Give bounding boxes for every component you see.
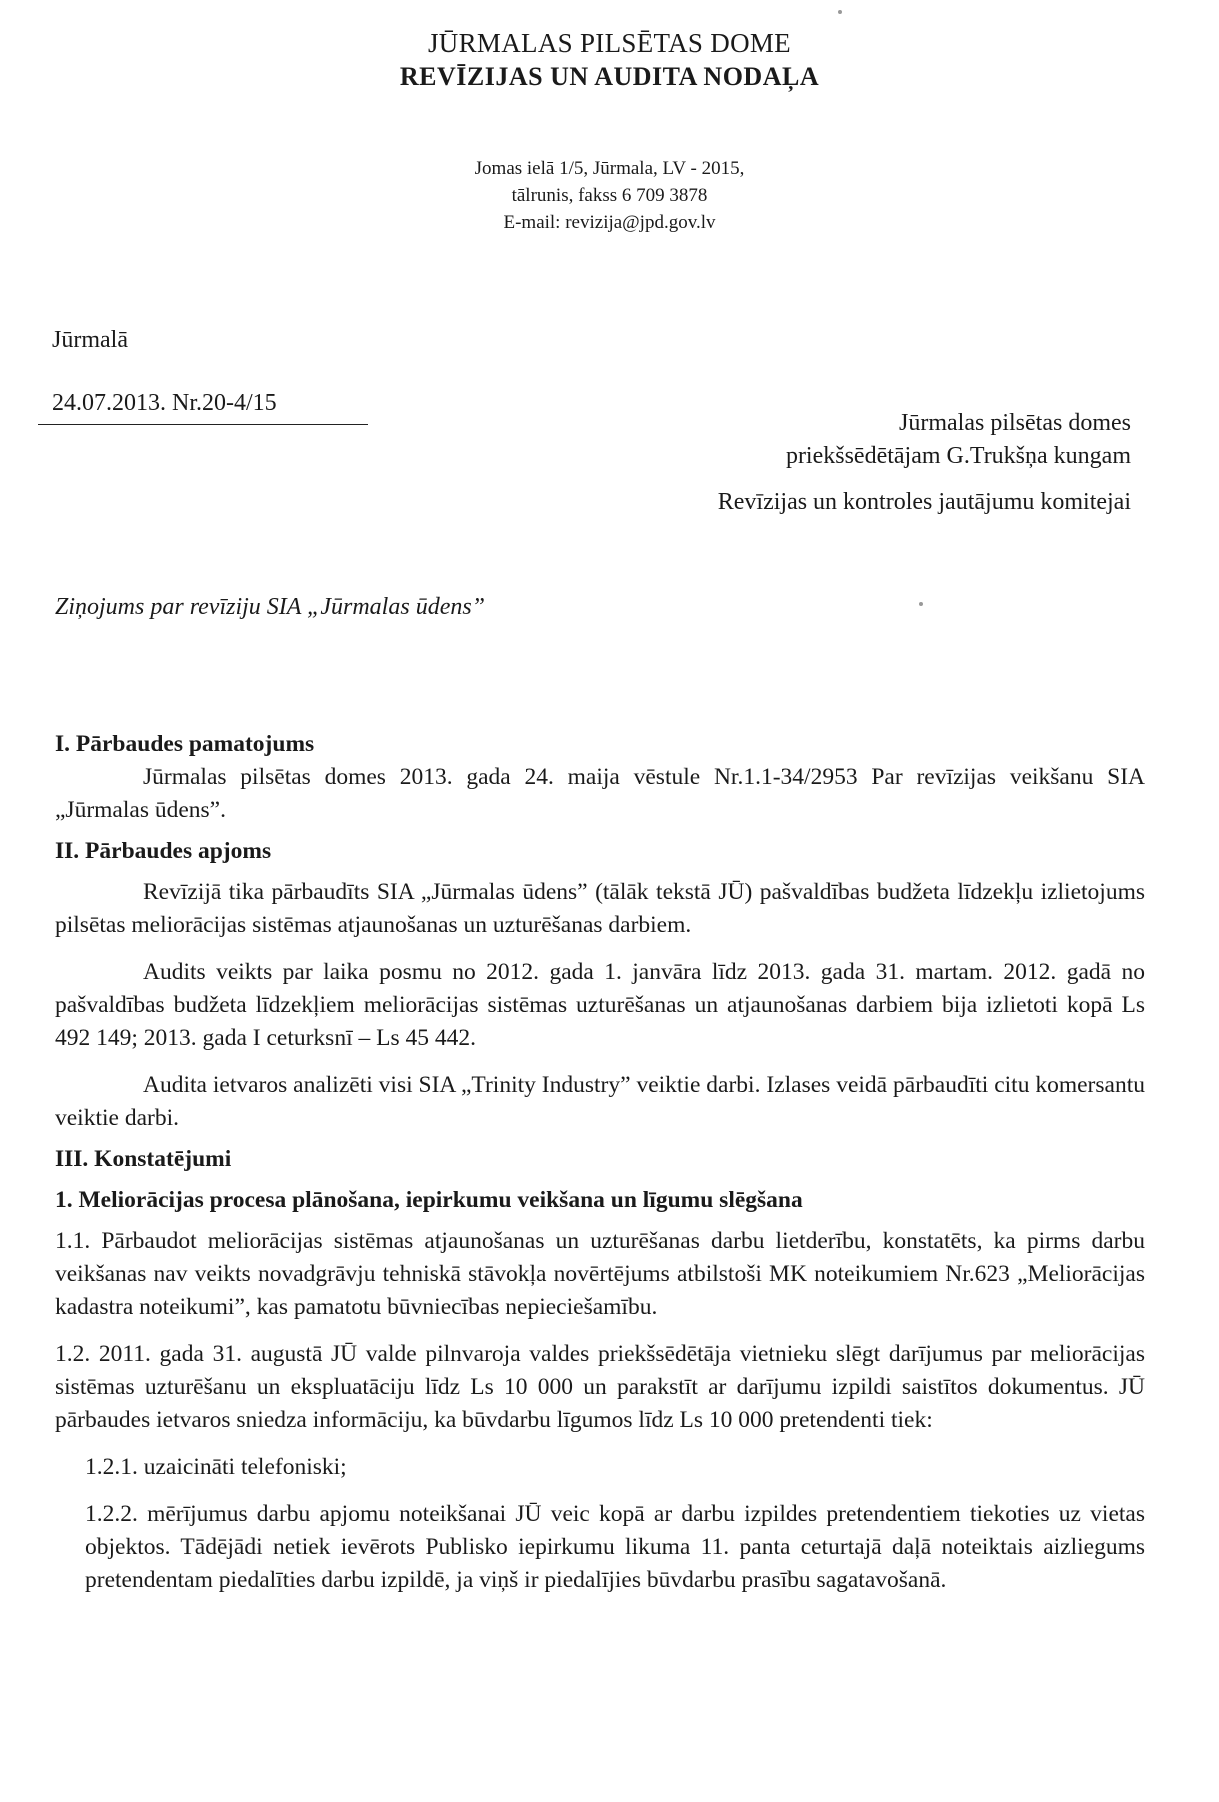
place-of-issue: Jūrmalā — [52, 327, 128, 353]
subsection-heading: 1. Meliorācijas procesa plānošana, iepirkumu veikšana un līgumu slēgšana — [55, 1187, 803, 1213]
paragraph: Audita ietvaros analizēti visi SIA „Trinity Industry” veiktie darbi. Izlases veidā pārbaudīti citu komersantu veiktie darbi. — [55, 1072, 1145, 1131]
list-item: 1.2.1. uzaicināti telefoniski; — [85, 1454, 347, 1480]
org-name: JŪRMALAS PILSĒTAS DOME — [428, 28, 791, 58]
section-heading: III. Konstatējumi — [55, 1146, 232, 1172]
paragraph: 1.2. 2011. gada 31. augustā JŪ valde pilnvaroja valdes priekšsēdētāja vietnieku slēgt darījumus par meliorācijas sistēmas uzturēšanu un ekspluatāciju līdz Ls 10 000 un parakstīt ar darījumu izpildi saistītos dokumentus. JŪ pārbaudes ietvaros sniedza informāciju, ka būvdarbu līgumos līdz Ls 10 000 pretendenti tiek: — [55, 1341, 1145, 1433]
contact-block — [0, 155, 1219, 236]
paragraph: Audits veikts par laika posmu no 2012. gada 1. janvāra līdz 2013. gada 31. martam. 2012. gadā no pašvaldības budžeta līdzekļiem meliorācijas sistēmas uzturēšanas un atjaunošanas darbiem bija izlietoti kopā Ls 492 149; 2013. gada I ceturksnī – Ls 45 442. — [55, 959, 1145, 1051]
paragraph: Jūrmalas pilsētas domes 2013. gada 24. maija vēstule Nr.1.1-34/2953 Par revīzijas veikšanu SIA „Jūrmalas ūdens”. — [55, 764, 1145, 823]
addressee-line-1: Jūrmalas pilsētas domes — [899, 410, 1131, 436]
paragraph: 1.1. Pārbaudot meliorācijas sistēmas atjaunošanas un uzturēšanas darbu lietderību, konstatēts, ka pirms darbu veikšanas nav veikts novadgrāvju tehniskā stāvokļa novērtējums atbilstoši MK noteikumiem Nr.623 „Meliorācijas kadastra noteikumi”, kas pamatotu būvniecības nepieciešamību. — [55, 1228, 1145, 1320]
contact-phone: tālrunis, fakss 6 709 3878 — [511, 185, 708, 206]
section-heading: II. Pārbaudes apjoms — [55, 838, 272, 864]
document-number-underline — [38, 424, 368, 425]
scan-speck — [838, 10, 842, 14]
contact-email: E-mail: revizija@jpd.gov.lv — [503, 212, 716, 233]
document-subject: Ziņojums par revīziju SIA „Jūrmalas ūdens” — [55, 594, 486, 620]
document-body — [55, 728, 1145, 1597]
addressee-block — [786, 407, 1131, 473]
document-number: 24.07.2013. Nr.20-4/15 — [52, 390, 277, 416]
addressee-line-2: priekšsēdētājam G.Trukšņa kungam — [785, 443, 1131, 469]
section-heading: I. Pārbaudes pamatojums — [55, 731, 315, 757]
scan-speck — [919, 602, 923, 606]
department-name: REVĪZIJAS UN AUDITA NODAĻA — [399, 62, 820, 91]
list-item: 1.2.2. mērījumus darbu apjomu noteikšanai JŪ veic kopā ar darbu izpildes pretendentiem tiekoties uz vietas objektos. Tādējādi netiek ievērots Publisko iepirkumu likuma 11. panta ceturtajā daļā noteiktais aizliegums pretendentam piedalīties darbu izpildē, ja viņš ir piedalījies būvdarbu prasību sagatavošanā. — [85, 1501, 1145, 1593]
paragraph: Revīzijā tika pārbaudīts SIA „Jūrmalas ūdens” (tālāk tekstā JŪ) pašvaldības budžeta līdzekļu izlietojums pilsētas meliorācijas sistēmas atjaunošanas un uzturēšanas darbiem. — [55, 879, 1145, 938]
addressee-line-3: Revīzijas un kontroles jautājumu komitejai — [717, 489, 1131, 515]
contact-address: Jomas ielā 1/5, Jūrmala, LV - 2015, — [474, 158, 745, 179]
